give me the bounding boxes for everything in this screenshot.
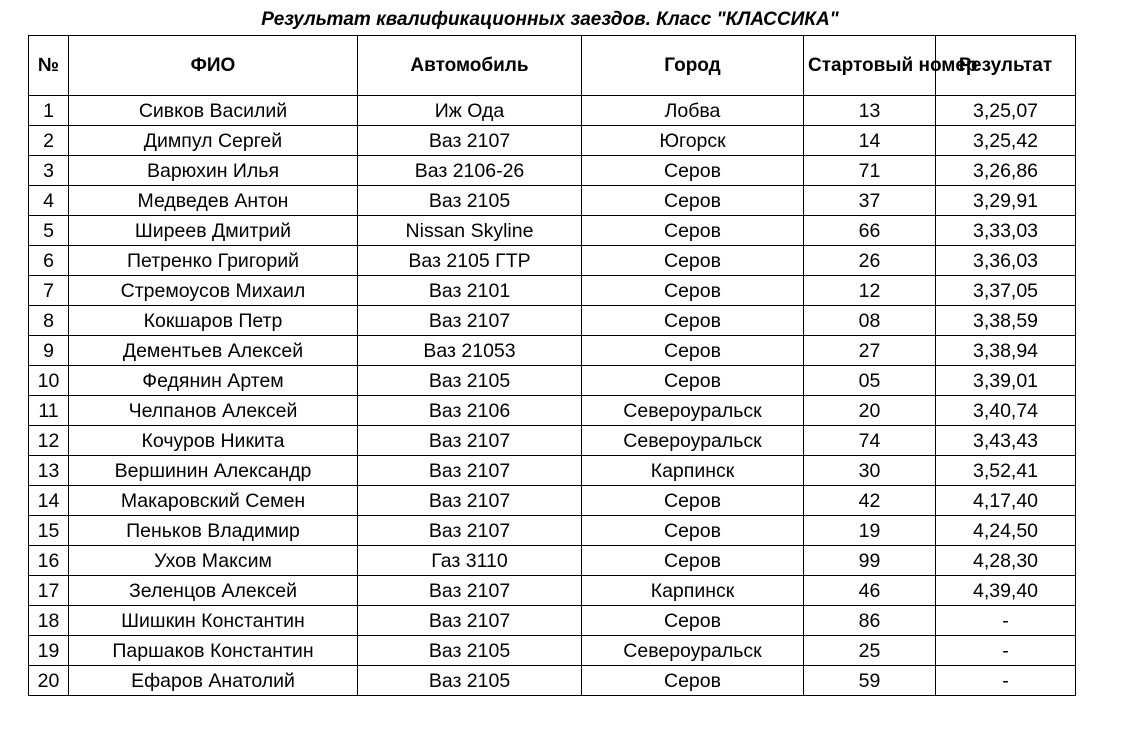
cell-result: -: [936, 606, 1076, 636]
table-row: [29, 666, 1076, 696]
cell-result: 3,29,91: [936, 186, 1076, 216]
cell-start-number: 86: [804, 606, 936, 636]
cell-number: 13: [29, 456, 69, 486]
cell-name: Ширеев Дмитрий: [69, 216, 358, 246]
cell-city: Серов: [582, 546, 804, 576]
cell-result: 3,40,74: [936, 396, 1076, 426]
cell-city: Серов: [582, 516, 804, 546]
cell-car: Ваз 2105: [358, 186, 582, 216]
header-result: Результат: [936, 36, 1076, 96]
table-body: [29, 96, 1076, 696]
cell-number: 20: [29, 666, 69, 696]
cell-number: 7: [29, 276, 69, 306]
cell-city: Серов: [582, 486, 804, 516]
cell-start-number: 05: [804, 366, 936, 396]
cell-result: 3,25,42: [936, 126, 1076, 156]
cell-car: Ваз 2105: [358, 666, 582, 696]
cell-number: 19: [29, 636, 69, 666]
cell-start-number: 20: [804, 396, 936, 426]
cell-name: Стремоусов Михаил: [69, 276, 358, 306]
table-row: [29, 636, 1076, 666]
cell-city: Серов: [582, 216, 804, 246]
cell-start-number: 37: [804, 186, 936, 216]
document-title: Результат квалификационных заездов. Класс "КЛАССИКА": [261, 9, 839, 30]
cell-result: 3,25,07: [936, 96, 1076, 126]
cell-city: Североуральск: [582, 396, 804, 426]
cell-name: Макаровский Семен: [69, 486, 358, 516]
header-row: [29, 36, 1076, 96]
cell-result: 3,39,01: [936, 366, 1076, 396]
cell-start-number: 59: [804, 666, 936, 696]
cell-name: Сивков Василий: [69, 96, 358, 126]
table-row: [29, 276, 1076, 306]
cell-car: Ваз 2105 ГТР: [358, 246, 582, 276]
cell-city: Серов: [582, 606, 804, 636]
cell-number: 15: [29, 516, 69, 546]
table-row: [29, 156, 1076, 186]
cell-car: Ваз 2107: [358, 576, 582, 606]
cell-car: Ваз 2105: [358, 366, 582, 396]
table-row: [29, 516, 1076, 546]
cell-start-number: 66: [804, 216, 936, 246]
cell-car: Ваз 2105: [358, 636, 582, 666]
table-row: [29, 306, 1076, 336]
cell-number: 3: [29, 156, 69, 186]
cell-city: Серов: [582, 366, 804, 396]
cell-start-number: 74: [804, 426, 936, 456]
cell-city: Североуральск: [582, 426, 804, 456]
cell-city: Лобва: [582, 96, 804, 126]
cell-start-number: 27: [804, 336, 936, 366]
cell-start-number: 08: [804, 306, 936, 336]
cell-city: Серов: [582, 336, 804, 366]
cell-start-number: 71: [804, 156, 936, 186]
cell-result: 3,37,05: [936, 276, 1076, 306]
cell-result: -: [936, 666, 1076, 696]
cell-number: 1: [29, 96, 69, 126]
cell-number: 12: [29, 426, 69, 456]
cell-number: 11: [29, 396, 69, 426]
table-row: [29, 606, 1076, 636]
cell-car: Ваз 2107: [358, 456, 582, 486]
header-start-number: Стартовый номер: [804, 36, 936, 96]
cell-start-number: 42: [804, 486, 936, 516]
cell-number: 8: [29, 306, 69, 336]
cell-city: Карпинск: [582, 576, 804, 606]
cell-start-number: 13: [804, 96, 936, 126]
cell-result: 4,28,30: [936, 546, 1076, 576]
cell-name: Пеньков Владимир: [69, 516, 358, 546]
cell-city: Серов: [582, 276, 804, 306]
cell-result: 4,17,40: [936, 486, 1076, 516]
cell-city: Серов: [582, 666, 804, 696]
cell-city: Серов: [582, 186, 804, 216]
cell-number: 5: [29, 216, 69, 246]
table-row: [29, 336, 1076, 366]
cell-name: Шишкин Константин: [69, 606, 358, 636]
cell-name: Челпанов Алексей: [69, 396, 358, 426]
cell-result: 3,38,94: [936, 336, 1076, 366]
cell-start-number: 99: [804, 546, 936, 576]
header-number: №: [29, 36, 69, 96]
table-row: [29, 426, 1076, 456]
cell-result: 3,52,41: [936, 456, 1076, 486]
cell-name: Паршаков Константин: [69, 636, 358, 666]
cell-car: Ваз 2107: [358, 126, 582, 156]
cell-name: Зеленцов Алексей: [69, 576, 358, 606]
cell-start-number: 25: [804, 636, 936, 666]
cell-car: Nissan Skyline: [358, 216, 582, 246]
header-name: ФИО: [69, 36, 358, 96]
cell-car: Ваз 2107: [358, 516, 582, 546]
header-car: Автомобиль: [358, 36, 582, 96]
cell-car: Иж Ода: [358, 96, 582, 126]
cell-name: Варюхин Илья: [69, 156, 358, 186]
cell-city: Серов: [582, 306, 804, 336]
header-city: Город: [582, 36, 804, 96]
cell-car: Газ 3110: [358, 546, 582, 576]
cell-car: Ваз 2106-26: [358, 156, 582, 186]
table-row: [29, 126, 1076, 156]
cell-result: -: [936, 636, 1076, 666]
cell-result: 4,39,40: [936, 576, 1076, 606]
table-row: [29, 246, 1076, 276]
cell-name: Дементьев Алексей: [69, 336, 358, 366]
cell-city: Карпинск: [582, 456, 804, 486]
cell-car: Ваз 2107: [358, 426, 582, 456]
table-row: [29, 576, 1076, 606]
cell-number: 4: [29, 186, 69, 216]
cell-start-number: 12: [804, 276, 936, 306]
cell-result: 4,24,50: [936, 516, 1076, 546]
cell-name: Кокшаров Петр: [69, 306, 358, 336]
cell-car: Ваз 2107: [358, 606, 582, 636]
cell-number: 17: [29, 576, 69, 606]
table-row: [29, 546, 1076, 576]
cell-car: Ваз 2101: [358, 276, 582, 306]
table-row: [29, 96, 1076, 126]
cell-number: 2: [29, 126, 69, 156]
cell-start-number: 46: [804, 576, 936, 606]
cell-name: Вершинин Александр: [69, 456, 358, 486]
cell-name: Ефаров Анатолий: [69, 666, 358, 696]
cell-number: 6: [29, 246, 69, 276]
cell-result: 3,33,03: [936, 216, 1076, 246]
cell-name: Петренко Григорий: [69, 246, 358, 276]
results-table: [28, 35, 1076, 696]
cell-result: 3,26,86: [936, 156, 1076, 186]
cell-city: Североуральск: [582, 636, 804, 666]
cell-name: Димпул Сергей: [69, 126, 358, 156]
cell-name: Федянин Артем: [69, 366, 358, 396]
cell-number: 18: [29, 606, 69, 636]
cell-number: 16: [29, 546, 69, 576]
cell-city: Серов: [582, 246, 804, 276]
cell-result: 3,36,03: [936, 246, 1076, 276]
cell-name: Кочуров Никита: [69, 426, 358, 456]
table-row: [29, 366, 1076, 396]
cell-car: Ваз 2106: [358, 396, 582, 426]
cell-result: 3,38,59: [936, 306, 1076, 336]
cell-number: 9: [29, 336, 69, 366]
cell-name: Медведев Антон: [69, 186, 358, 216]
cell-number: 10: [29, 366, 69, 396]
table-row: [29, 186, 1076, 216]
cell-name: Ухов Максим: [69, 546, 358, 576]
table-row: [29, 486, 1076, 516]
cell-car: Ваз 2107: [358, 486, 582, 516]
cell-start-number: 14: [804, 126, 936, 156]
cell-number: 14: [29, 486, 69, 516]
cell-car: Ваз 21053: [358, 336, 582, 366]
cell-car: Ваз 2107: [358, 306, 582, 336]
cell-start-number: 26: [804, 246, 936, 276]
cell-start-number: 19: [804, 516, 936, 546]
cell-city: Серов: [582, 156, 804, 186]
cell-start-number: 30: [804, 456, 936, 486]
cell-city: Югорск: [582, 126, 804, 156]
table-row: [29, 216, 1076, 246]
table-row: [29, 396, 1076, 426]
table-row: [29, 456, 1076, 486]
cell-result: 3,43,43: [936, 426, 1076, 456]
